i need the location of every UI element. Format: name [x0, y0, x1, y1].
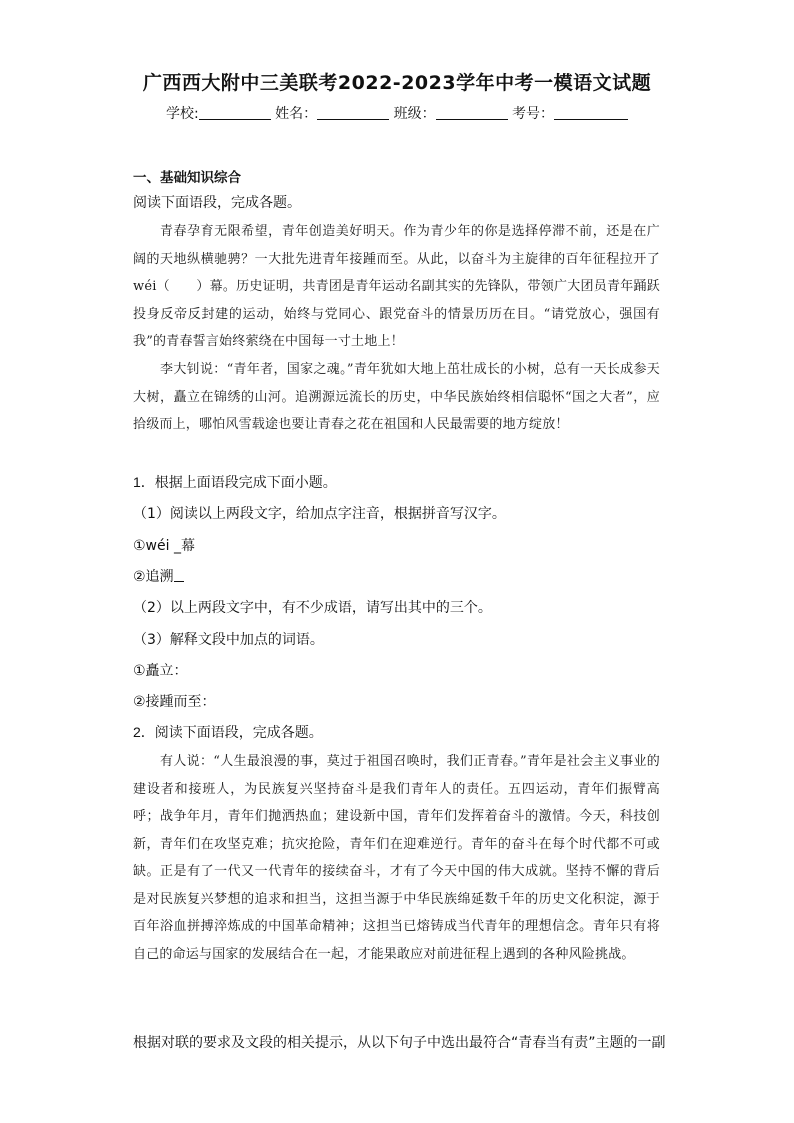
- class-label: 班级：: [393, 106, 436, 122]
- number-blank[interactable]: [554, 105, 628, 120]
- question-2-instruction: 根据对联的要求及文段的相关提示，从以下句子中选出最符合“青春当有责”主题的一副: [133, 1035, 666, 1051]
- question-1-item-2: [133, 566, 184, 586]
- school-label: 学校:: [165, 106, 199, 122]
- passage-paragraph-3: 有人说：“人生最浪漫的事，莫过于祖国召唤时，我们正青春。”青年是社会主义事业的建设者和接班人，为民族复兴坚持奋斗是我们青年人的责任。五四运动，青年们振臂高呼；战争年月，青年们抛洒热血；建设新中国，青年们发挥着奋斗的激情。今天，科技创新，青年们在攻坚克难；抗灾抢险，青年们在迎难逆行。青年的奋斗在每个时代都不可或缺。正是有了一代又一代青年的接续奋斗，才有了今天中国的伟大成就。坚持不懈的背后是对民族复兴梦想的追求和担当，这担当源于中华民族绵延数千年的历史文化积淀，源于百年浴血拼搏淬炼成的中国革命精神；这担当已熔铸成当代青年的理想信念。青年只有将自己的命运与国家的发展结合在一起，才能果敢应对前进征程上遇到的各种风险挑战。: [133, 754, 660, 962]
- answer-blank[interactable]: [174, 569, 184, 582]
- question-1-item-1: ①wéi _幕: [133, 538, 195, 554]
- name-label: 姓名：: [275, 106, 318, 122]
- class-blank[interactable]: [436, 105, 508, 120]
- question-1-sub-3: （3）解释文段中加点的词语。: [133, 632, 324, 648]
- passage-paragraph-1: 青春孕育无限希望，青年创造美好明天。作为青少年的你是选择停滞不前，还是在广阔的天地纵横驰骋？一大批先进青年接踵而至。从此，以奋斗为主旋律的百年征程拉开了wéi（ ）幕。历史证明，共青团是青年运动名副其实的先锋队，带领广大团员青年踊跃投身反帝反封建的运动，始终与党同心、跟党奋斗的情景历历在目。“请党放心，强国有我”的青春誓言始终萦绕在中国每一寸土地上！: [133, 224, 660, 349]
- passage-paragraph-2: 李大钊说：“青年者，国家之魂。”青年犹如大地上茁壮成长的小树，总有一天长成参天大树，矗立在锦绣的山河。追溯源远流长的历史，中华民族始终相信聪怀“国之大者”，应拾级而上，哪怕风雪载途也要让青春之花在祖国和人民最需要的地方绽放！: [133, 362, 660, 432]
- name-blank[interactable]: [317, 105, 389, 120]
- question-1-sub-1: （1）阅读以上两段文字，给加点字注音，根据拼音写汉字。: [133, 506, 506, 522]
- section-heading: 一、基础知识综合: [133, 170, 241, 186]
- question-2-stem: 2．阅读下面语段，完成各题。: [133, 724, 323, 740]
- question-1-stem: 1．根据上面语段完成下面小题。: [133, 474, 337, 490]
- school-blank[interactable]: [199, 105, 271, 120]
- question-1-item-4: ②接踵而至：: [133, 694, 216, 710]
- section-instruction: 阅读下面语段，完成各题。: [133, 195, 301, 211]
- question-1-item-2-text: ②追溯: [133, 569, 174, 585]
- student-info-line: [0, 103, 794, 123]
- exam-title: 广西西大附中三美联考2022-2023学年中考一模语文试题: [142, 72, 652, 94]
- number-label: 考号：: [512, 106, 555, 122]
- question-1-sub-2: （2）以上两段文字中，有不少成语，请写出其中的三个。: [133, 600, 492, 616]
- question-1-item-3: ①矗立：: [133, 663, 188, 679]
